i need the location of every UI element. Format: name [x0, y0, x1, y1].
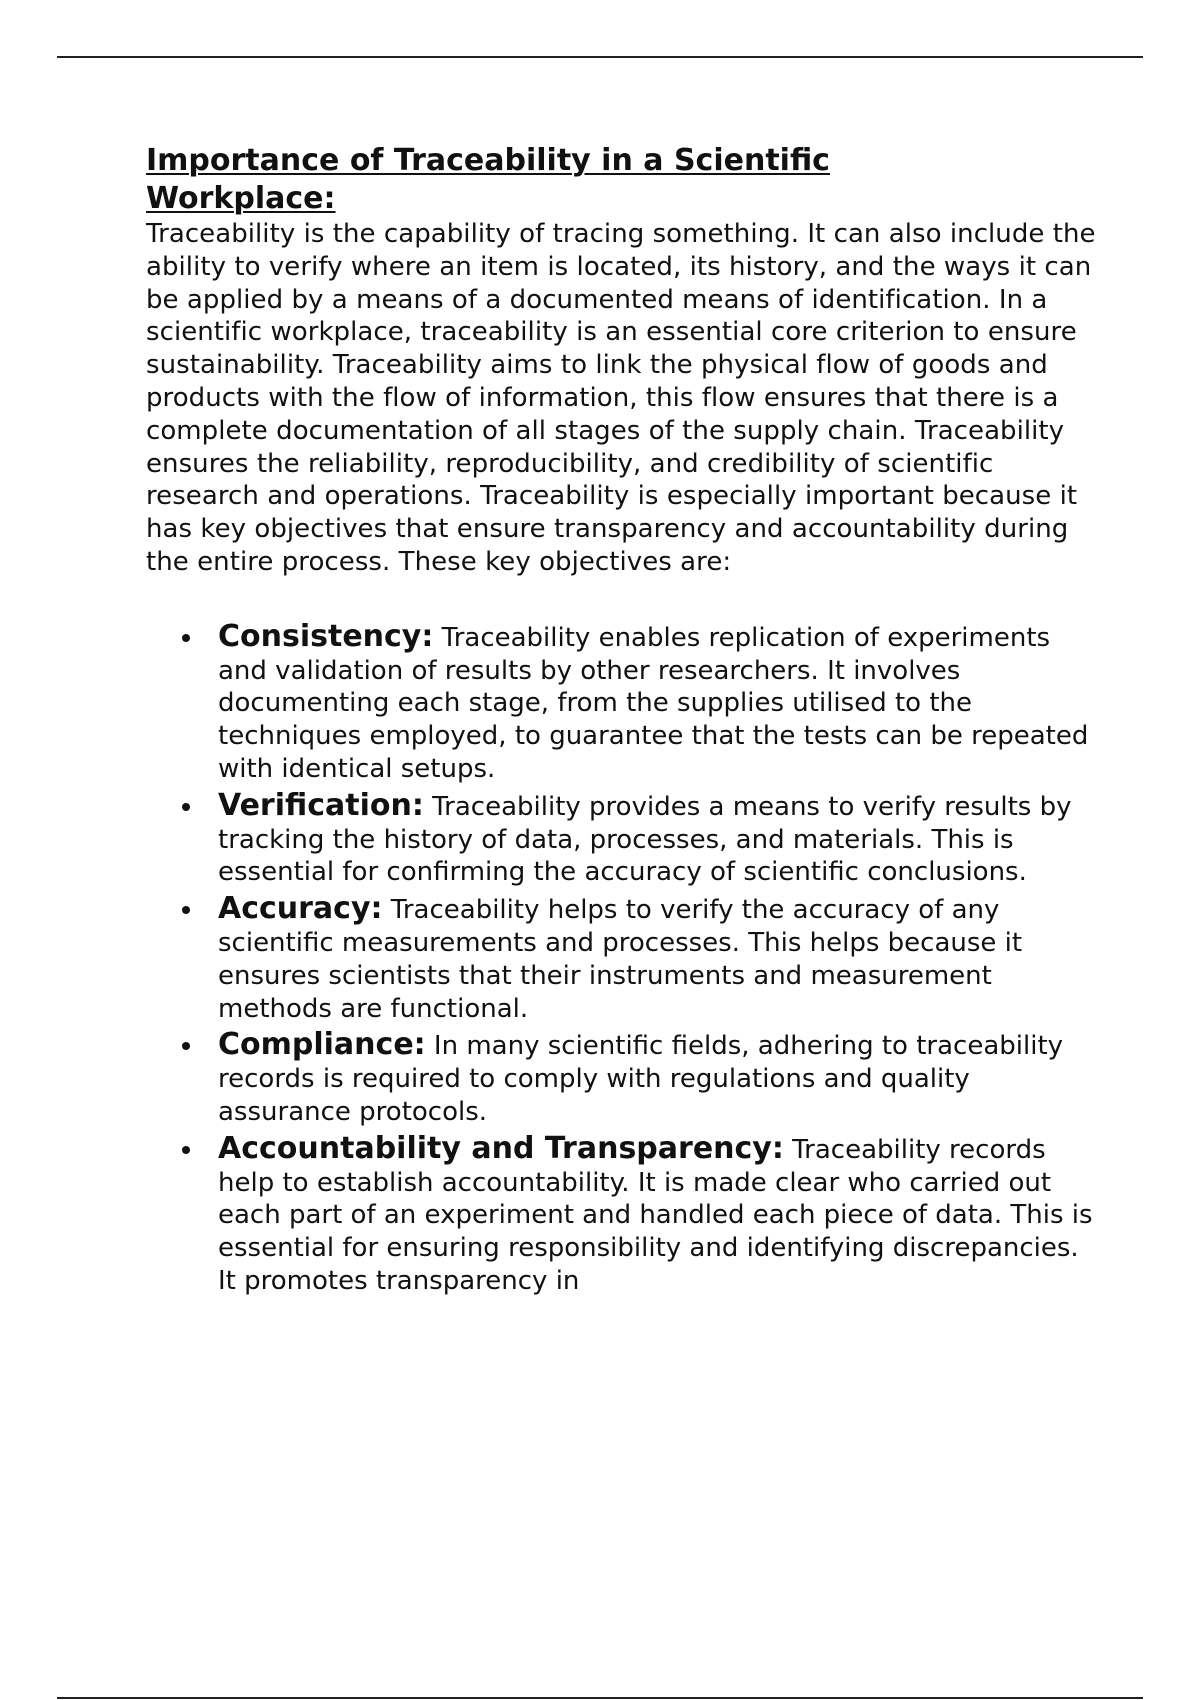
- objective-term: Accountability and Transparency:: [218, 1130, 784, 1166]
- objective-text: Traceability enables replication of experiments and validation of results by other researchers. It involves documenting each stage, from the supplies utilised to the techniques employed, to guarantee that the tests can be repeated with identical setups.: [218, 622, 1089, 784]
- header-rule: [57, 56, 1143, 58]
- objective-text: Traceability helps to verify the accuracy of any scientific measurements and processes. This helps because it ensures scientists that their instruments and measurement methods are functional.: [218, 895, 1023, 1024]
- objective-term: Accuracy:: [218, 891, 383, 927]
- objective-term: Consistency:: [218, 618, 434, 654]
- document-body: [146, 142, 1096, 1302]
- bullet-icon: [182, 803, 190, 811]
- list-item: [146, 618, 1096, 786]
- objectives-list: [146, 618, 1096, 1298]
- bullet-icon: [182, 906, 190, 914]
- list-item: [146, 1130, 1096, 1298]
- objective-term: Verification:: [218, 787, 424, 823]
- objective-text: In many scientific fields, adhering to traceability records is required to comply with regulations and quality assurance protocols.: [218, 1031, 1064, 1127]
- bullet-icon: [182, 1042, 190, 1050]
- list-item: [146, 893, 1096, 1025]
- list-item: [146, 787, 1096, 889]
- objective-term: Compliance:: [218, 1027, 426, 1063]
- objective-text: Traceability provides a means to verify results by tracking the history of data, processes, and materials. This is essential for confirming the accuracy of scientific conclusions.: [218, 791, 1072, 888]
- section-title: Importance of Traceability in a Scientific Workplace:: [146, 143, 830, 216]
- bullet-icon: [182, 1146, 190, 1154]
- bullet-icon: [182, 634, 190, 642]
- intro-paragraph: Traceability is the capability of tracing something. It can also include the ability to verify where an item is located, its history, and the ways it can be applied by a means of a documented means of identification. In a scientific workplace, traceability is an essential core criterion to ensure sustainability. Traceability aims to link the physical flow of goods and products with the flow of information, this flow ensures that there is a complete documentation of all stages of the supply chain. Traceability ensures the reliability, reproducibility, and credibility of scientific research and operations. Traceability is especially important because it has key objectives that ensure transparency and accountability during the entire process. These key objectives are:: [146, 219, 1096, 577]
- footer-rule: [57, 1697, 1143, 1699]
- objective-text: Traceability records help to establish accountability. It is made clear who carried out each part of an experiment and handled each piece of data. This is essential for ensuring responsibility and identifying discrepancies. It promotes transparency in: [218, 1134, 1093, 1296]
- list-item: [146, 1029, 1096, 1128]
